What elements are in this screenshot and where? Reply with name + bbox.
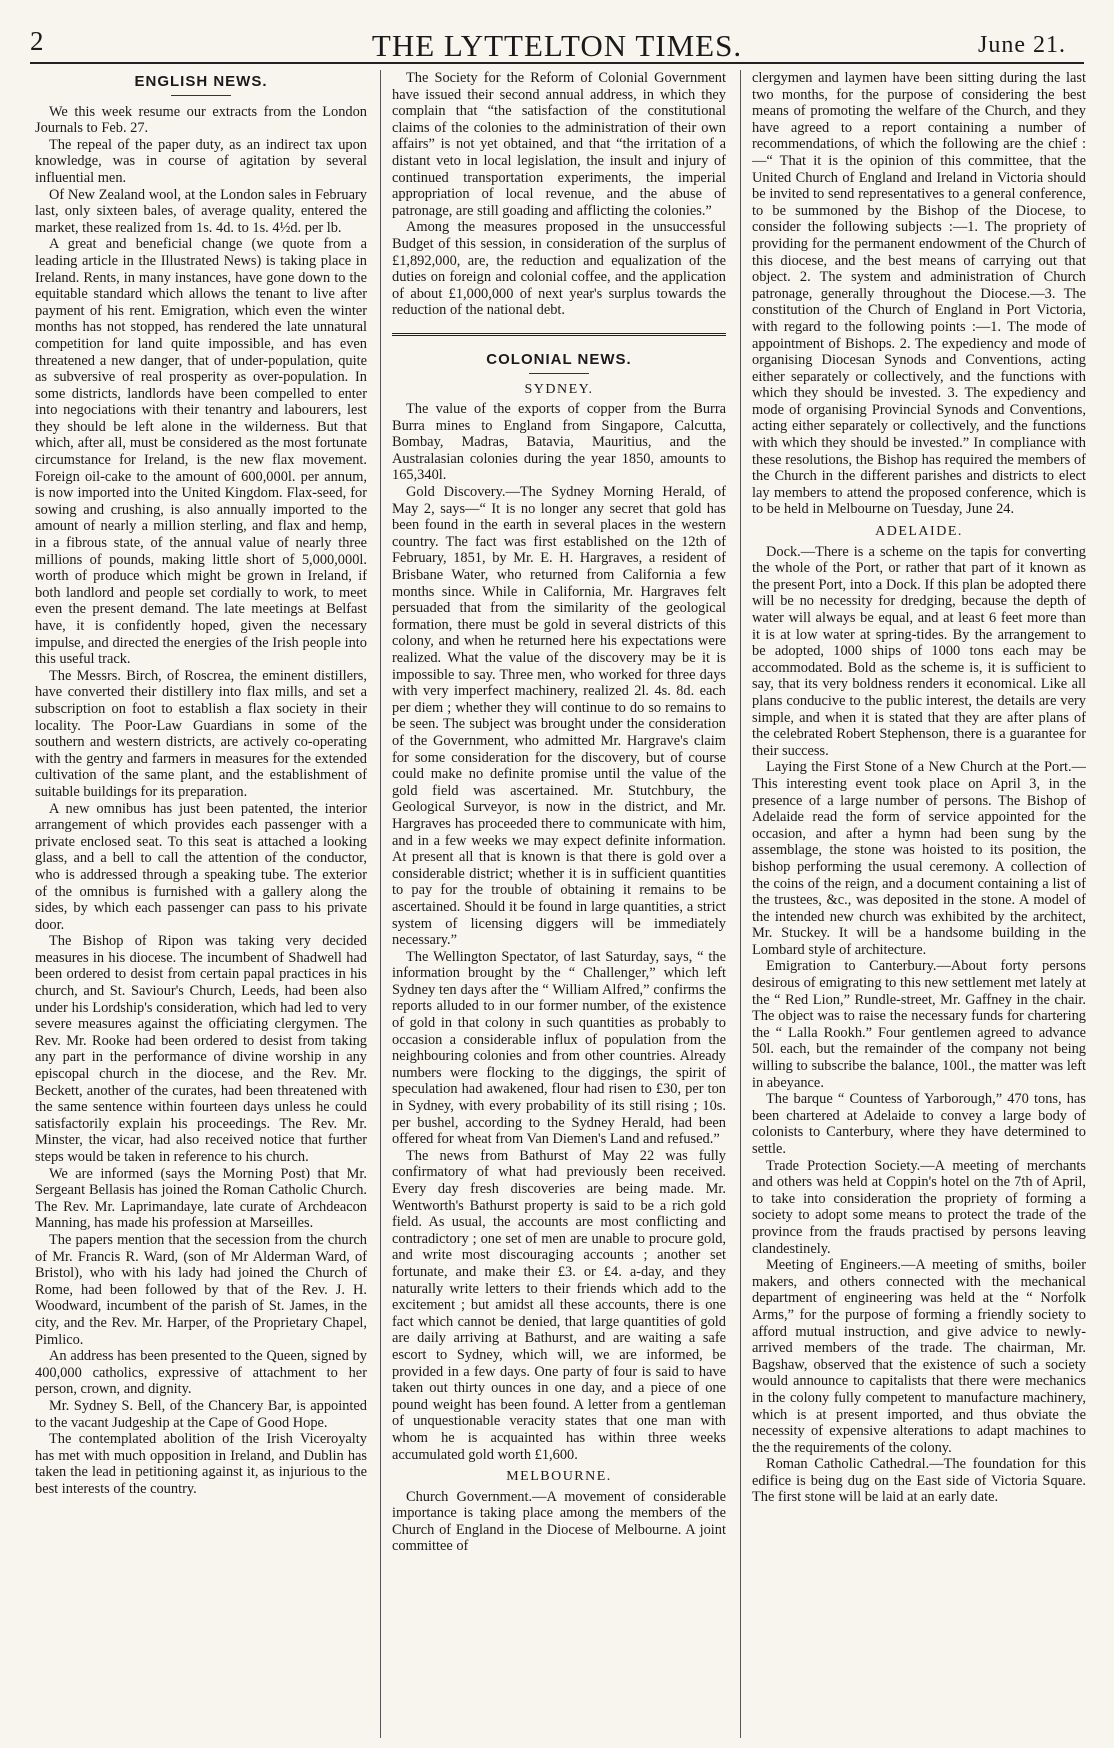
article-paragraph: The Bishop of Ripon was taking very decided measures in his diocese. The incumbent of Shadwell had been ordered to desist from certain papal practices in his church, and St. Saviour's Church, Leeds, had been also under his Lordship's consideration, which had led to very severe measures against the officiating clergymen. The Rev. Mr. Rooke had been ordered to desist from taking any part in the performance of divine worship in any episcopal church in the diocese, and the Rev. Mr. Beckett, another of the curates, had been threatened with the same sentence within fourteen days unless he could satisfactorily explain his proceedings. The Rev. Mr. Minster, the vicar, had also received notice that further steps would be taken in reference to his church. <box>35 933 367 1165</box>
article-paragraph: Emigration to Canterbury.—About forty persons desirous of emigrating to this new settlement met lately at the “ Red Lion,” Rundle-street, Mr. Gaffney in the chair. The object was to raise the necessary funds for chartering the “ Lalla Rookh.” Four gentlemen agreed to advance 50l. each, but the remainder of the company not being willing to subscribe the balance, 100l., the matter was left in abeyance. <box>752 958 1086 1091</box>
article-paragraph: The contemplated abolition of the Irish Viceroyalty has met with much opposition in Ireland, and Dublin has taken the lead in petitioning against it, as injurious to the best interests of the country. <box>35 1431 367 1497</box>
article-paragraph: The repeal of the paper duty, as an indirect tax upon knowledge, was in course of agitation by several influential men. <box>35 136 367 186</box>
article-paragraph: Gold Discovery.—The Sydney Morning Herald, of May 2, says—“ It is no longer any secret that gold has been found in the earth in several places in the western country. The fact was first established on the 12th of February, 1851, by Mr. E. H. Hargraves, a resident of Brisbane Water, who returned from California a few months since. While in California, Mr. Hargraves felt persuaded that from the similarity of the geological formation, there must be gold in several districts of this colony, and when he returned here his expectations were realized. What the value of the discovery may be it is impossible to say. Three men, who worked for three days with very imperfect machinery, realized 2l. 4s. 8d. each per diem ; whether they will continue to do so remains to be seen. The subject was brought under the consideration of the Government, who admitted Mr. Hargrave's claim for some consideration for the discovery, but of course could make no definite promise until the value of the gold field was ascertained. Mr. Stutchbury, the Geological Surveyor, is now in the district, and Mr. Hargraves has proceeded there to communicate with him, and in a few weeks we may expect definite information. At present all that is known is that there is gold over a considerable district; whether it is in sufficient quantities to pay for the trouble of obtaining it remains to be ascertained. Should it be found in large quantities, a strict system of licensing diggers will be immediately necessary.” <box>392 484 726 949</box>
adelaide-subheading: ADELAIDE. <box>875 524 963 540</box>
issue-date: June 21. <box>978 32 1066 58</box>
column-1 <box>35 70 367 1738</box>
article-paragraph: The Society for the Reform of Colonial Government have issued their second annual address, in which they complain that “the satisfaction of the constitutional claims of the colonies to the administration of their own affairs” is not yet obtained, and that “the irritation of a distant veto in local legislation, the insult and injury of continued transportation experiments, the imperial appropriation of local revenue, and the abuse of patronage, are still goading and afflicting the colonies.” <box>392 70 726 219</box>
column-3 <box>752 70 1086 1738</box>
article-paragraph: Trade Protection Society.—A meeting of merchants and others was held at Coppin's hotel on the 7th of April, to take into consideration the propriety of forming a society to adopt some means to protect the trade of the province from the frauds practised by persons leaving clandestinely. <box>752 1157 1086 1257</box>
section-banner-rule <box>392 333 726 346</box>
article-paragraph: clergymen and laymen have been sitting during the last two months, for the purpose of considering the best means of promoting the welfare of the Church, and they have agreed to a report containing a number of recommendations, of which the following are the chief :—“ That it is the opinion of this committee, that the United Church of England and Ireland in Victoria should be invited to send representatives to a general conference, to be summoned by the Bishop of the Diocese, to consider the following subjects :—1. The propriety of providing for the permanent endowment of the Church of this diocese, and the best means of carrying out that object. 2. The system and administration of Church patronage, generally throughout the Diocese.—3. The constitution of the Church of England in Port Victoria, with regard to the following points :—1. The mode of appointment of Bishops. 2. The expediency and mode of organising Diocesan Synods and Conventions, acting either separately or collectively, and the functions with which they should be invested. 3. The expediency and mode of organising Provincial Synods and Conventions, acting either separately or collectively, and the functions with which they should be invested.” In compliance with these resolutions, the Bishop has required the members of the Church in the different parishes and districts to elect lay members to attend the proposed conference, which is to be held in Melbourne on Tuesday, June 24. <box>752 70 1086 518</box>
article-paragraph: Mr. Sydney S. Bell, of the Chancery Bar, is appointed to the vacant Judgeship at the Cape of Good Hope. <box>35 1397 367 1431</box>
column-rule-left <box>380 70 381 1738</box>
article-paragraph: Among the measures proposed in the unsuccessful Budget of this session, in consideration of the surplus of £1,892,000, are, the reduction and equalization of the duties on foreign and colonial coffee, and the application of about £1,000,000 of next year's surplus towards the reduction of the national debt. <box>392 219 726 319</box>
column-2 <box>392 70 726 1738</box>
sydney-subheading: SYDNEY. <box>524 381 594 397</box>
article-paragraph: Of New Zealand wool, at the London sales in February last, only sixteen bales, of average quality, entered the market, these realized from 1s. 4d. to 1s. 4½d. per lb. <box>35 186 367 236</box>
newspaper-title: THE LYTTELTON TIMES. <box>371 28 743 63</box>
melbourne-subheading: MELBOURNE. <box>506 1469 612 1485</box>
article-paragraph: The value of the exports of copper from the Burra Burra mines to England from Singapore, Calcutta, Bombay, Madras, Batavia, Mauritius, and the Australasian colonies during the year 1850, amounts to 165,340l. <box>392 401 726 484</box>
article-paragraph: We are informed (says the Morning Post) that Mr. Sergeant Bellasis has joined the Roman Catholic Church. The Rev. Mr. Laprimandaye, late curate of Archdeacon Manning, has made his profession at Marseilles. <box>35 1165 367 1232</box>
article-paragraph: Roman Catholic Cathedral.—The foundation for this edifice is being dug on the East side of Victoria Square. The first stone will be laid at an early date. <box>752 1456 1086 1506</box>
article-paragraph: The Messrs. Birch, of Roscrea, the eminent distillers, have converted their distillery into flax mills, and set a subscription on foot to establish a flax society in their locality. The Poor-Law Guardians in some of the southern and western districts, are actively co-operating with the gentry and farmers in measures for the extended cultivation of the same plant, and the establishment of suitable buildings for its preparation. <box>35 667 367 800</box>
heading-divider <box>171 95 231 96</box>
article-paragraph: A great and beneficial change (we quote from a leading article in the Illustrated News) is taking place in Ireland. Rents, in many instances, have gone down to the equitable standard which allows the tenant to live after payment of his rent. Emigration, which even the winter months has not stopped, has rendered the late unnatural competition for land quite impossible, and has even threatened a new danger, that of under-population, quite as subversive of real prosperity as over-population. In some districts, landlords have been compelled to enter into negociations with their tenantry and labourers, lest they should be left alone in the wilderness. But that which, after all, must be considered as the most fortunate circumstance for Ireland, is the new flax movement. Foreign oil-cake to the amount of 600,000l. per annum, is now imported into the United Kingdom. Flax-seed, for sowing and crushing, is also annually imported to the amount of nearly a million sterling, and flax and hemp, in a fibrous state, of the annual value of nearly three millions of pounds, making little short of 5,000,000l. worth of produce which might be grown in Ireland, if both landlord and people set cordially to work, to meet even the present demand. The late meetings at Belfast have, it is confidently hoped, given the necessary impulse, and directed the energies of the Irish people into this useful track. <box>35 236 367 668</box>
article-paragraph: The Wellington Spectator, of last Saturday, says, “ the information brought by the “ Challenger,” which left Sydney ten days after the “ William Alfred,” confirms the reports alluded to in our former number, of the existence of gold in that colony in such quantities as probably to occasion a considerable influx of population from the neighbouring colonies and from other countries. Already numbers were flocking to the diggings, the spirit of speculation had awakened, flour had risen to £30, per ton in Sydney, with every probability of its still rising ; 10s. per bushel, according to the Sydney Herald, had been offered for wheat from Van Diemen's Land and refused.” <box>392 948 726 1148</box>
article-paragraph: We this week resume our extracts from the London Journals to Feb. 27. <box>35 103 367 137</box>
article-paragraph: The news from Bathurst of May 22 was fully confirmatory of what had previously been received. Every day fresh discoveries are being made. Mr. Wentworth's Bathurst property is said to be a rich gold field. As usual, the accounts are most conflicting and contradictory ; one set of men are unable to procure gold, and write most discouraging accounts ; another set fortunate, and make their £3. or £4. a-day, and they naturally write letters to their friends which add to the excitement ; but amidst all these accounts, there is one fact which cannot be denied, that large quantities of gold are daily arriving at Bathurst, and are waiting a safe escort to Sydney, which will, we are informed, be provided in a few days. One party of four is said to have taken out thirty ounces in one day, and a piece of one pound weight has been found. A letter from a gentleman of unquestionable veracity states that one man with whom he is acquainted has within three weeks accumulated gold worth £1,600. <box>392 1147 726 1463</box>
colonial-news-heading: COLONIAL NEWS. <box>486 350 632 368</box>
article-paragraph: Church Government.—A movement of considerable importance is taking place among the members of the Church of England in the Diocese of Melbourne. A joint committee of <box>392 1488 726 1555</box>
article-paragraph: The barque “ Countess of Yarborough,” 470 tons, has been chartered at Adelaide to convey a large body of colonists to Canterbury, where they have determined to settle. <box>752 1091 1086 1157</box>
article-paragraph: Dock.—There is a scheme on the tapis for converting the whole of the Port, or rather that part of it known as the present Port, into a Dock. If this plan be adopted there will be no necessity for dredging, because the depth of water will always be equal, and at least 6 feet more than it is at low water at spring-tides. By the arrangement to be adopted, 1000 ships of 1000 tons each may be accommodated. Bold as the scheme is, it is sufficient to say, that its very boldness renders it economical. Like all plans conducive to the public interest, the details are very simple, and when it is stated that they are after plans of the celebrated Robert Stephenson, there is a guarantee for their success. <box>752 543 1086 759</box>
article-paragraph: An address has been presented to the Queen, signed by 400,000 catholics, expressive of attachment to her person, crown, and dignity. <box>35 1348 367 1398</box>
article-paragraph: Meeting of Engineers.—A meeting of smiths, boiler makers, and others connected with the mechanical department of engineering was held at the “ Norfolk Arms,” for the purpose of forming a friendly society to afford mutual instruction, and give advice to newly-arrived members of the trade. The chairman, Mr. Bagshaw, observed that the existence of such a society would announce to capitalists that there were mechanics in the colony fully competent to manufacture machinery, which is at present imported, and thus obviate the necessity of expensive alterations to adapt machines to the the requirements of the colony. <box>752 1257 1086 1456</box>
heading-divider <box>529 373 589 374</box>
article-paragraph: The papers mention that the secession from the church of Mr. Francis R. Ward, (son of Mr Alderman Ward, of Bristol), who with his lady had joined the Church of Rome, had been followed by that of the Rev. J. H. Woodward, incumbent of the parish of St. James, in the city, and the Rev. Mr. Harper, of the Proprietary Chapel, Pimlico. <box>35 1231 367 1348</box>
column-rule-right <box>740 70 741 1738</box>
page-number: 2 <box>30 26 44 56</box>
english-news-heading: ENGLISH NEWS. <box>134 73 268 90</box>
article-paragraph: A new omnibus has just been patented, the interior arrangement of which provides each passenger with a private enclosed seat. To this seat is attached a looking glass, and a bell to call the attention of the conductor, who is addressed through a speaking tube. The exterior of the omnibus is furnished with a gallery along the sides, by which each passenger can pass to his private door. <box>35 800 367 933</box>
masthead <box>30 12 1084 64</box>
article-paragraph: Laying the First Stone of a New Church at the Port.—This interesting event took place on April 3, in the presence of a large number of persons. The Bishop of Adelaide read the form of service appointed for the occasion, and after a hymn had been sung by the assemblage, the stone was hoisted to its position, the bishop performing the usual ceremony. A collection of the coins of the reign, and a document containing a list of the trustees, &c., was deposited in the stone. A model of the intended new church was exhibited by the architect, Mr. Stuckey. It will be a handsome building in the Lombard style of architecture. <box>752 759 1086 958</box>
